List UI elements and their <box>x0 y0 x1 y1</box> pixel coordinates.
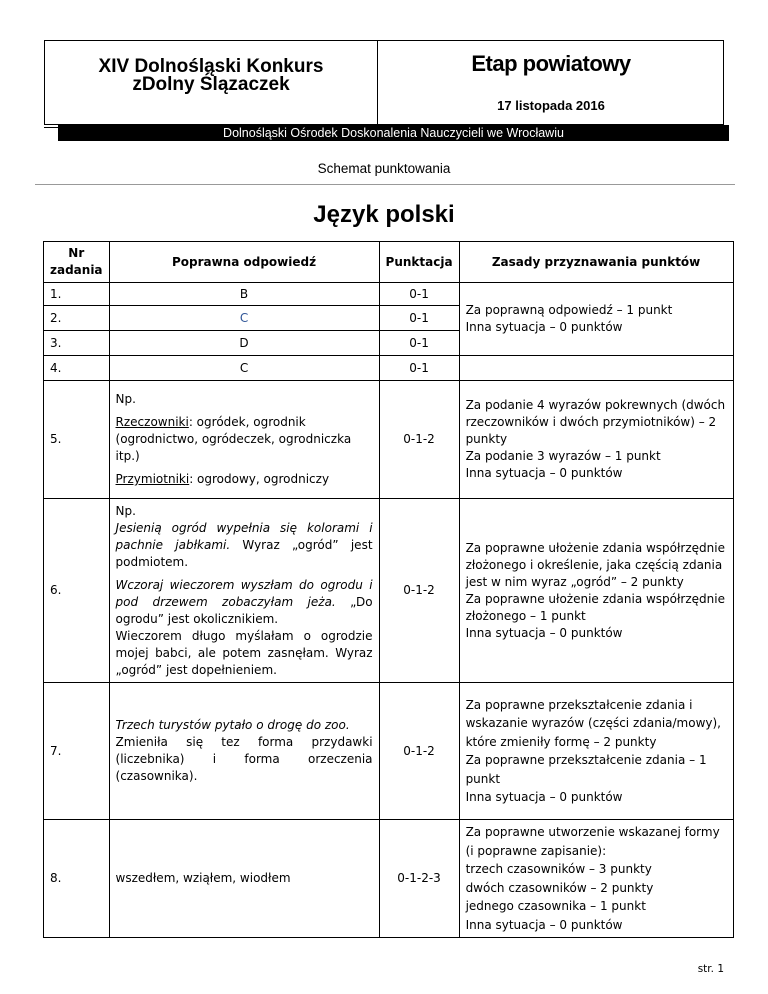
table-row <box>44 683 734 820</box>
answer-cell: Np. Rzeczowniki: ogródek, ogrodnik (ogrodnictwo, ogródeczek, ogrodniczka itp.) Przymiotniki: ogrodowy, ogrodniczy <box>109 381 379 499</box>
task-number: 4. <box>44 356 110 381</box>
answer-cell: Np. Jesienią ogród wypełnia się kolorami i pachnie jabłkami. Wyraz „ogród” jest podmiotem. Wczoraj wieczorem wyszłam do ogrodu i pod drzewem zobaczyłam jeża. „Do ogrodu” jest okolicznikiem. Wieczorem długo myślałam o ogrodzie mojej babci, ale potem zasnęłam. Wyraz „ogród” jest dopełnieniem. <box>109 499 379 683</box>
table-row <box>44 499 734 683</box>
rules-cell-empty <box>459 356 733 381</box>
task-number: 1. <box>44 283 110 306</box>
competition-title <box>45 41 378 124</box>
rules-cell: Za poprawne przekształcenie zdania i wskazanie wyrazów (części zdania/mowy), które zmieniły formę – 2 punkty Za poprawne przekształcenie zdania – 1 punkt Inna sytuacja – 0 punktów <box>459 683 733 820</box>
table-row <box>44 283 734 306</box>
header-score: Punktacja <box>379 242 459 283</box>
task-number: 8. <box>44 820 110 938</box>
stage-title: Etap powiatowy <box>471 51 631 76</box>
date: 17 listopada 2016 <box>497 98 605 113</box>
divider <box>44 127 58 128</box>
task-number: 6. <box>44 499 110 683</box>
answer-cell: wszedłem, wziąłem, wiodłem <box>109 820 379 938</box>
page-number: str. 1 <box>697 963 724 975</box>
answer-cell: B <box>109 283 379 306</box>
organizer-bar: Dolnośląski Ośrodek Doskonalenia Nauczycieli we Wrocławiu <box>58 125 729 141</box>
answer-cell: D <box>109 331 379 356</box>
score-cell: 0-1 <box>379 331 459 356</box>
table-row <box>44 356 734 381</box>
score-cell: 0-1-2 <box>379 499 459 683</box>
divider <box>35 184 735 185</box>
rules-cell: Za poprawną odpowiedź – 1 punkt Inna sytuacja – 0 punktów <box>459 283 733 356</box>
table-header-row <box>44 242 734 283</box>
task-number: 3. <box>44 331 110 356</box>
header-nr: Nr zadania <box>44 242 110 283</box>
score-cell: 0-1 <box>379 356 459 381</box>
score-cell: 0-1 <box>379 283 459 306</box>
header-box <box>44 40 724 125</box>
table-row <box>44 820 734 938</box>
task-number: 2. <box>44 306 110 331</box>
header-rules: Zasady przyznawania punktów <box>459 242 733 283</box>
header-answer: Poprawna odpowiedź <box>109 242 379 283</box>
task-number: 7. <box>44 683 110 820</box>
competition-line2: zDolny Ślązaczek <box>132 74 290 95</box>
score-cell: 0-1-2-3 <box>379 820 459 938</box>
answer-cell: C <box>109 306 379 331</box>
scheme-label: Schemat punktowania <box>317 161 451 176</box>
table-row <box>44 381 734 499</box>
score-cell: 0-1-2 <box>379 381 459 499</box>
page-title: Język polski <box>313 201 455 228</box>
score-cell: 0-1-2 <box>379 683 459 820</box>
rules-cell: Za poprawne utworzenie wskazanej formy (i poprawne zapisanie): trzech czasowników – 3 punkty dwóch czasowników – 2 punkty jednego czasownika – 1 punkt Inna sytuacja – 0 punktów <box>459 820 733 938</box>
competition-line1: XIV Dolnośląski Konkurs <box>98 56 324 77</box>
score-cell: 0-1 <box>379 306 459 331</box>
task-number: 5. <box>44 381 110 499</box>
rules-cell: Za podanie 4 wyrazów pokrewnych (dwóch rzeczowników i dwóch przymiotników) – 2 punkty Za podanie 3 wyrazów – 1 punkt Inna sytuacja – 0 punktów <box>459 381 733 499</box>
answer-cell: C <box>109 356 379 381</box>
scoring-table <box>43 241 734 938</box>
rules-cell: Za poprawne ułożenie zdania współrzędnie złożonego i określenie, jaka częścią zdania jest w nim wyraz „ogród” – 2 punkty Za poprawne ułożenie zdania współrzędnie złożonego – 1 punkt Inna sytuacja – 0 punktów <box>459 499 733 683</box>
answer-cell: Trzech turystów pytało o drogę do zoo. Zmieniła się tez forma przydawki (liczebnika) i forma orzeczenia (czasownika). <box>109 683 379 820</box>
